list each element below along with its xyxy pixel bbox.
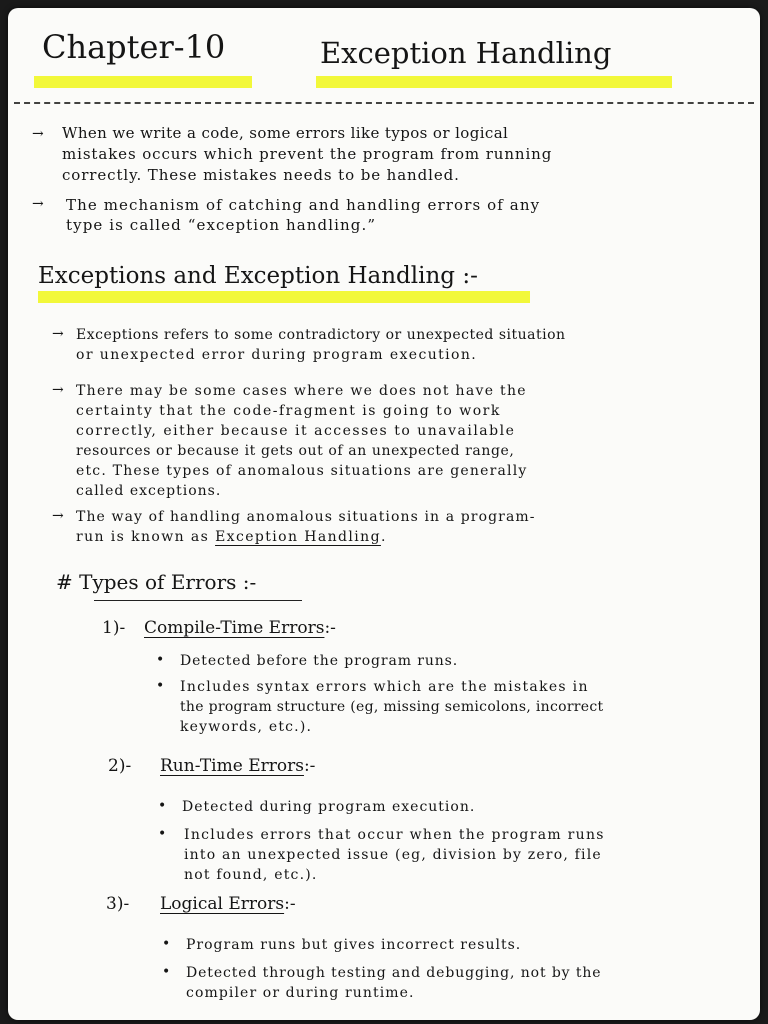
intro-line-5: type is called “exception handling.” bbox=[66, 216, 377, 234]
exceptions-line-10-prefix: run is known as bbox=[76, 529, 216, 545]
logical-bullet-2-line-1: Detected through testing and debugging, not by the bbox=[186, 965, 602, 981]
types-of-errors-heading: # Types of Errors :- bbox=[56, 570, 257, 594]
exceptions-line-10-end: . bbox=[380, 529, 387, 545]
exceptions-line-3: There may be some cases where we does not have the bbox=[76, 383, 527, 399]
bullet-dot: • bbox=[158, 826, 167, 842]
arrow-icon: → bbox=[52, 508, 64, 524]
item-suffix: :- bbox=[324, 618, 336, 638]
bullet-dot: • bbox=[162, 936, 171, 952]
item-number: 1)- bbox=[102, 618, 126, 638]
compile-bullet-2-line-2: the program structure (eg, missing semicolons, incorrect bbox=[180, 699, 604, 715]
logical-bullet-2-line-2: compiler or during runtime. bbox=[186, 985, 415, 1001]
intro-line-4: The mechanism of catching and handling errors of any bbox=[66, 196, 541, 214]
exceptions-line-9: The way of handling anomalous situations in a program- bbox=[76, 509, 536, 525]
item-number: 3)- bbox=[106, 894, 130, 914]
bullet-dot: • bbox=[156, 652, 165, 668]
compile-bullet-2-line-1: Includes syntax errors which are the mistakes in bbox=[180, 679, 589, 695]
title-highlight bbox=[316, 76, 672, 88]
bullet-dot: • bbox=[162, 964, 171, 980]
compile-bullet-2-line-3: keywords, etc.). bbox=[180, 719, 313, 735]
arrow-icon: → bbox=[32, 126, 44, 142]
runtime-bullet-2-line-2: into an unexpected issue (eg, division by zero, file bbox=[184, 847, 602, 863]
compile-bullet-1: Detected before the program runs. bbox=[180, 653, 459, 669]
header-divider bbox=[14, 102, 754, 104]
item-suffix: :- bbox=[303, 756, 316, 776]
page-title: Exception Handling bbox=[320, 36, 612, 70]
item-number: 2)- bbox=[108, 756, 132, 776]
logical-errors-title: Logical Errors bbox=[160, 894, 285, 914]
chapter-label: Chapter-10 bbox=[42, 28, 226, 66]
section-heading: Exceptions and Exception Handling :- bbox=[38, 263, 478, 289]
exceptions-line-4: certainty that the code-fragment is going to work bbox=[76, 403, 501, 419]
item-title bbox=[144, 618, 336, 638]
arrow-icon: → bbox=[52, 326, 64, 342]
compile-time-errors-title: Compile-Time Errors bbox=[144, 618, 325, 638]
item-suffix: :- bbox=[284, 894, 296, 914]
intro-line-2: mistakes occurs which prevent the program from running bbox=[62, 145, 553, 163]
notebook-page bbox=[8, 8, 760, 1020]
item-title bbox=[160, 894, 296, 914]
runtime-bullet-1: Detected during program execution. bbox=[182, 799, 476, 815]
exceptions-line-2: or unexpected error during program execution. bbox=[76, 347, 478, 363]
arrow-icon: → bbox=[52, 382, 64, 398]
intro-line-1: When we write a code, some errors like typos or logical bbox=[62, 124, 509, 142]
runtime-bullet-2-line-1: Includes errors that occur when the program runs bbox=[184, 827, 605, 843]
section-heading-highlight bbox=[38, 291, 530, 303]
run-time-errors-title: Run-Time Errors bbox=[160, 756, 304, 776]
logical-bullet-1: Program runs but gives incorrect results. bbox=[186, 937, 522, 953]
exceptions-line-10 bbox=[76, 528, 387, 547]
exceptions-line-5: correctly, either because it accesses to unavailable bbox=[76, 423, 516, 439]
types-heading-underline bbox=[94, 600, 302, 601]
intro-line-3: correctly. These mistakes needs to be handled. bbox=[62, 166, 460, 184]
chapter-highlight bbox=[34, 76, 252, 88]
exceptions-line-6: resources or because it gets out of an unexpected range, bbox=[76, 443, 515, 459]
exception-handling-term: Exception Handling bbox=[215, 529, 381, 545]
bullet-dot: • bbox=[158, 798, 167, 814]
exceptions-line-7: etc. These types of anomalous situations are generally bbox=[76, 463, 528, 479]
runtime-bullet-2-line-3: not found, etc.). bbox=[184, 867, 318, 883]
bullet-dot: • bbox=[156, 678, 165, 694]
exceptions-line-8: called exceptions. bbox=[76, 483, 222, 499]
exceptions-line-1: Exceptions refers to some contradictory or unexpected situation bbox=[76, 327, 566, 343]
arrow-icon: → bbox=[32, 196, 44, 212]
item-title bbox=[160, 756, 315, 776]
